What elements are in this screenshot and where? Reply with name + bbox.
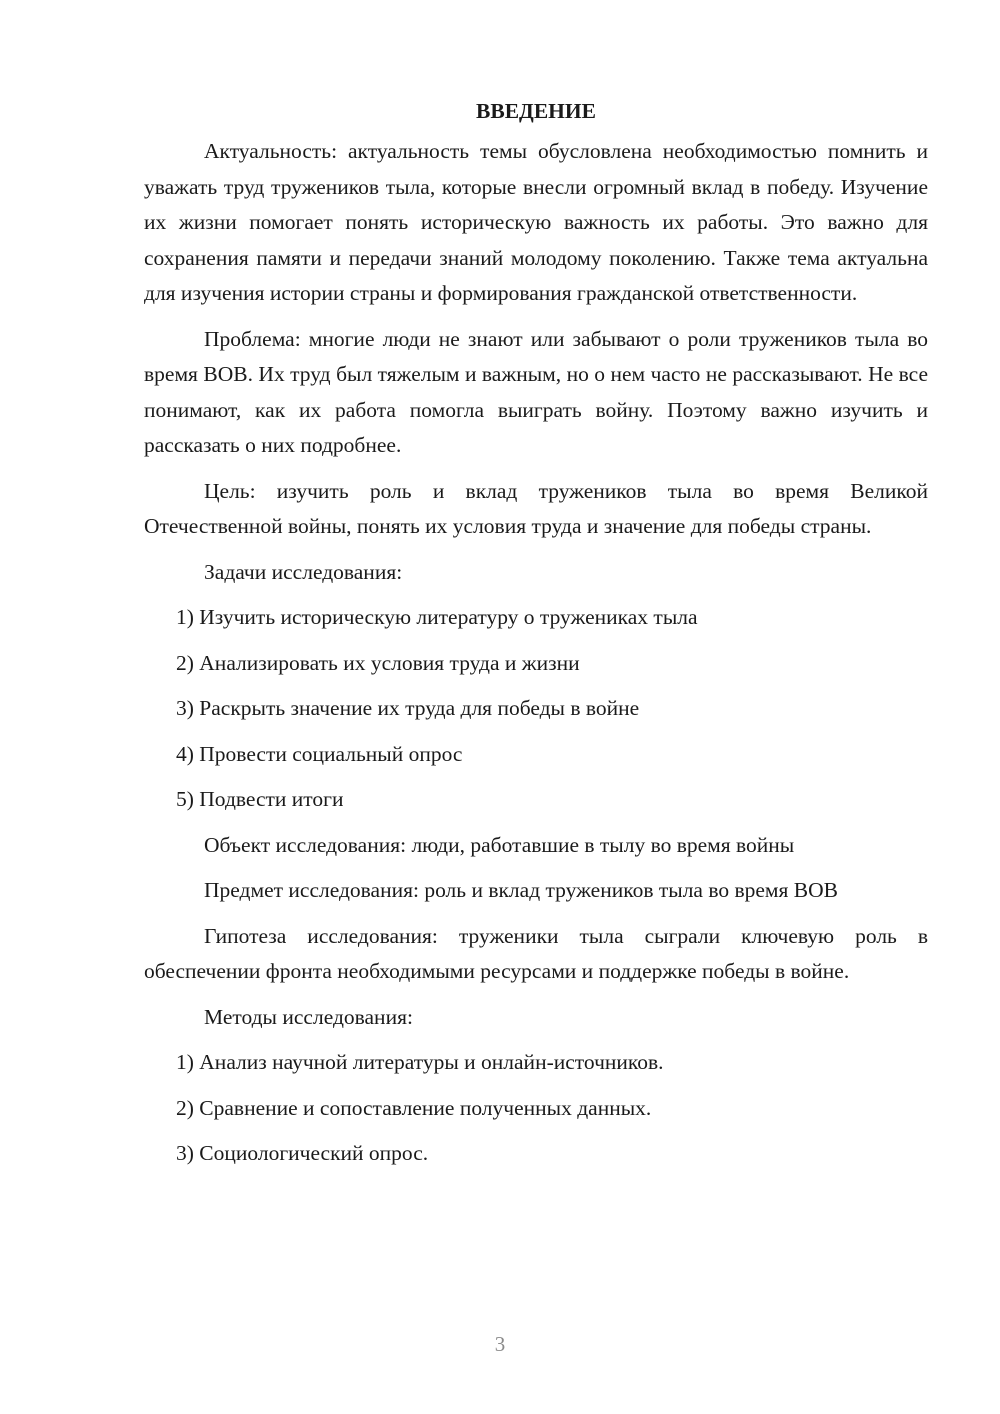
tasks-list: [144, 600, 928, 818]
page-number: 3: [494, 1332, 506, 1356]
goal-paragraph: Цель: изучить роль и вклад тружеников тыла во время Великой Отечественной войны, понять их условия труда и значение для победы страны.: [144, 478, 928, 538]
task-item: 5) Подвести итоги: [176, 787, 344, 811]
subject-paragraph: Предмет исследования: роль и вклад тружеников тыла во время ВОВ: [204, 878, 838, 902]
task-item: 1) Изучить историческую литературу о тружениках тыла: [176, 605, 698, 629]
methods-list: [144, 1045, 928, 1172]
method-item: 3) Социологический опрос.: [176, 1141, 429, 1165]
problem-paragraph: Проблема: многие люди не знают или забывают о роли тружеников тыла во время ВОВ. Их труд был тяжелым и важным, но о нем часто не рассказывают. Не все понимают, как их работа помогла выиграть войну. Поэтому важно изучить и рассказать о них подробнее.: [144, 326, 928, 457]
task-item: 3) Раскрыть значение их труда для победы в войне: [176, 696, 640, 720]
relevance-paragraph: Актуальность: актуальность темы обусловлена необходимостью помнить и уважать труд тружеников тыла, которые внесли огромный вклад в победу. Изучение их жизни помогает понять историческую важность их работы. Это важно для сохранения памяти и передачи знаний молодому поколению. Также тема актуальна для изучения истории страны и формирования гражданской ответственности.: [144, 139, 928, 305]
page-content: [144, 94, 928, 1182]
methods-heading: Методы исследования:: [204, 1004, 413, 1029]
hypothesis-paragraph: Гипотеза исследования: труженики тыла сыграли ключевую роль в обеспечении фронта необходимыми ресурсами и поддержке победы в войне.: [144, 923, 928, 983]
task-item: 4) Провести социальный опрос: [176, 741, 463, 766]
method-item: 1) Анализ научной литературы и онлайн-источников.: [176, 1050, 664, 1074]
tasks-heading: Задачи исследования:: [204, 559, 403, 584]
method-item: 2) Сравнение и сопоставление полученных данных.: [176, 1095, 652, 1120]
task-item: 2) Анализировать их условия труда и жизни: [176, 650, 580, 675]
page-title: ВВЕДЕНИЕ: [476, 99, 596, 123]
object-paragraph: Объект исследования: люди, работавшие в тылу во время войны: [204, 832, 795, 857]
